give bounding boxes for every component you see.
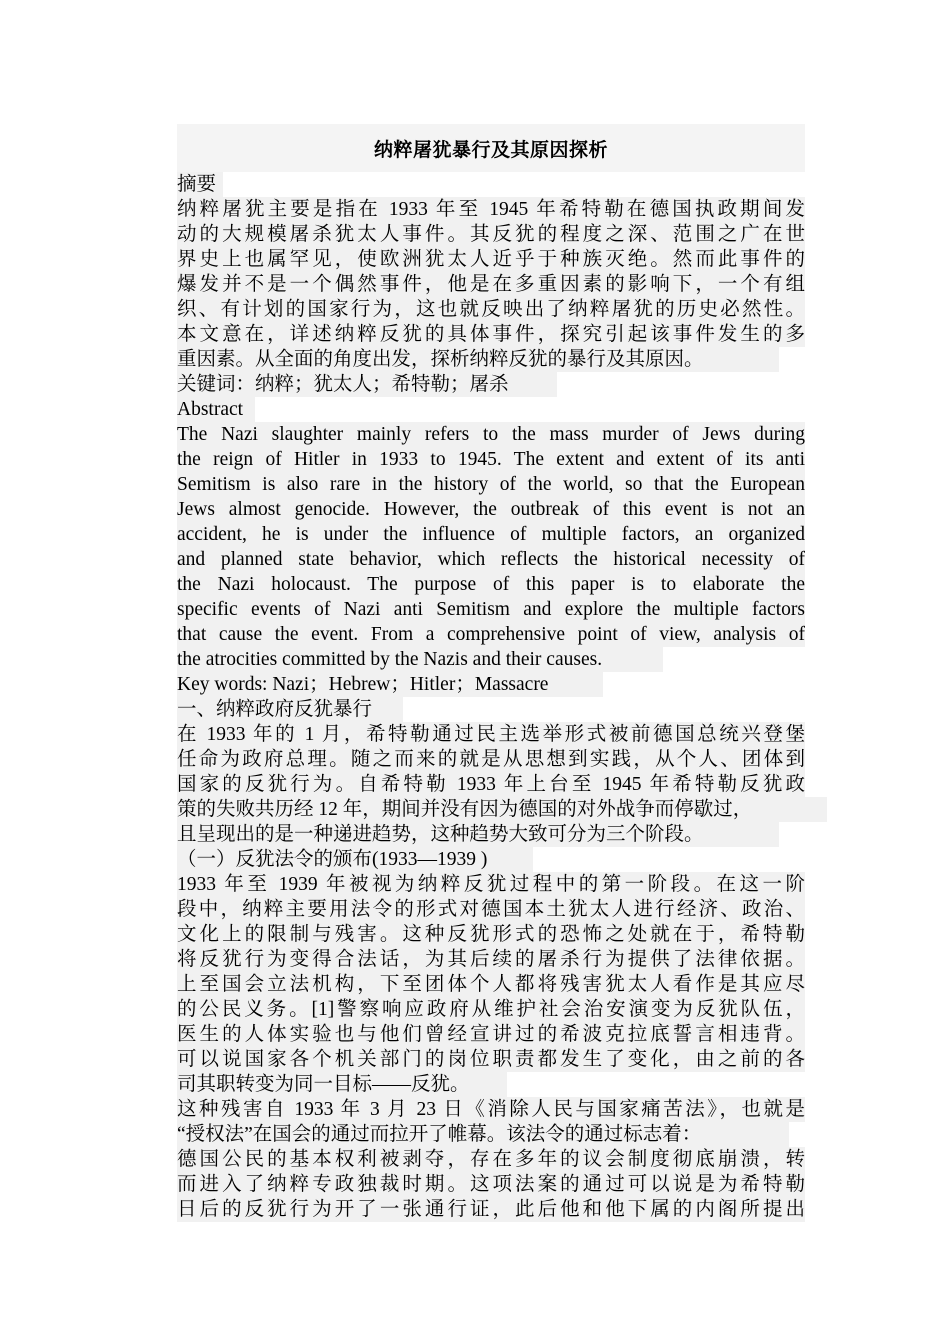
body-line: 文化上的限制与残害。这种反犹形式的恐怖之处就在于，希特勒 — [177, 924, 805, 945]
body-line: “授权法”在国会的通过而拉开了帷幕。该法令的通过标志着： — [177, 1122, 789, 1147]
body-line: 将反犹行为变得合法话，为其后续的屠杀行为提供了法律依据。 — [177, 949, 805, 970]
body-line: 这种残害自 1933 年 3 月 23 日《消除人民与国家痛苦法》，也就是 — [177, 1099, 805, 1120]
body-line: 的公民义务。[1]警察响应政府从维护社会治安演变为反犹队伍， — [177, 999, 805, 1020]
abstract-en-line: Semitism is also rare in the history of the world, so that the European — [177, 474, 805, 495]
abstract-cn-line: 织、有计划的国家行为，这也就反映出了纳粹屠犹的历史必然性。 — [177, 299, 805, 320]
section-heading: 一、纳粹政府反犹暴行 — [177, 697, 403, 722]
body-line: 国家的反犹行为。自希特勒 1933 年上台至 1945 年希特勒反犹政 — [177, 774, 805, 795]
body-line: 策的失败共历经 12 年，期间并没有因为德国的对外战争而停歇过， — [177, 797, 827, 822]
keywords-en: Key words: Nazi；Hebrew；Hitler；Massacre — [177, 672, 603, 697]
document-page — [177, 124, 805, 1222]
subsection1-paragraph-2 — [177, 1097, 805, 1222]
keywords-cn: 关键词：纳粹；犹太人；希特勒；屠杀 — [177, 372, 557, 397]
abstract-en-line: the Nazi holocaust. The purpose of this paper is to elaborate the — [177, 574, 805, 595]
abstract-cn-line: 爆发并不是一个偶然事件，他是在多重因素的影响下，一个有组 — [177, 274, 805, 295]
body-line: 1933 年至 1939 年被视为纳粹反犹过程中的第一阶段。在这一阶 — [177, 874, 805, 895]
abstract-en-line: Jews almost genocide. However, the outbreak of this event is not an — [177, 499, 805, 520]
abstract-cn-line: 重因素。从全面的角度出发，探析纳粹反犹的暴行及其原因。 — [177, 347, 779, 372]
body-line: 德国公民的基本权利被剥夺，存在多年的议会制度彻底崩溃，转 — [177, 1149, 805, 1170]
body-line: 任命为政府总理。随之而来的就是从思想到实践，从个人、团体到 — [177, 749, 805, 770]
body-line: 而进入了纳粹专政独裁时期。这项法案的通过可以说是为希特勒 — [177, 1174, 805, 1195]
abstract-en-line: accident, he is under the influence of multiple factors, an organized — [177, 524, 805, 545]
abstract-en-heading: Abstract — [177, 397, 255, 422]
body-line: 日后的反犹行为开了一张通行证，此后他和他下属的内阁所提出 — [177, 1199, 805, 1220]
abstract-cn-line: 本文意在，详述纳粹反犹的具体事件，探究引起该事件发生的多 — [177, 324, 805, 345]
abstract-cn — [177, 197, 805, 372]
body-line: 上至国会立法机构，下至团体个人都将残害犹太人看作是其应尽 — [177, 974, 805, 995]
abstract-cn-line: 界史上也属罕见，使欧洲犹太人近乎于种族灭绝。然而此事件的 — [177, 249, 805, 270]
abstract-en — [177, 422, 805, 672]
subsection-heading: （一）反犹法令的颁布(1933—1939 ) — [177, 847, 533, 872]
body-line: 医生的人体实验也与他们曾经宣讲过的希波克拉底誓言相违背。 — [177, 1024, 805, 1045]
abstract-cn-line: 动的大规模屠杀犹太人事件。其反犹的程度之深、范围之广在世 — [177, 224, 805, 245]
subsection1-paragraph-1 — [177, 872, 805, 1097]
body-line: 司其职转变为同一目标——反犹。 — [177, 1072, 507, 1097]
abstract-en-line: and planned state behavior, which reflects the historical necessity of — [177, 549, 805, 570]
body-line: 可以说国家各个机关部门的岗位职责都发生了变化，由之前的各 — [177, 1049, 805, 1070]
abstract-cn-heading: 摘要 — [177, 172, 223, 197]
body-line: 在 1933 年的 1 月，希特勒通过民主选举形式被前德国总统兴登堡 — [177, 724, 805, 745]
document-title: 纳粹屠犹暴行及其原因探析 — [373, 138, 608, 161]
section1-paragraph — [177, 722, 805, 847]
abstract-en-line: that cause the event. From a comprehensive point of view, analysis of — [177, 624, 805, 645]
abstract-en-line: The Nazi slaughter mainly refers to the mass murder of Jews during — [177, 424, 805, 445]
abstract-en-line: the atrocities committed by the Nazis and their causes. — [177, 647, 663, 672]
abstract-en-line: specific events of Nazi anti Semitism and explore the multiple factors — [177, 599, 805, 620]
body-line: 且呈现出的是一种递进趋势，这种趋势大致可分为三个阶段。 — [177, 822, 779, 847]
abstract-en-line: the reign of Hitler in 1933 to 1945. The extent and extent of its anti — [177, 449, 805, 470]
body-line: 段中，纳粹主要用法令的形式对德国本土犹太人进行经济、政治、 — [177, 899, 805, 920]
abstract-cn-line: 纳粹屠犹主要是指在 1933 年至 1945 年希特勒在德国执政期间发 — [177, 199, 805, 220]
title-block — [177, 124, 805, 172]
